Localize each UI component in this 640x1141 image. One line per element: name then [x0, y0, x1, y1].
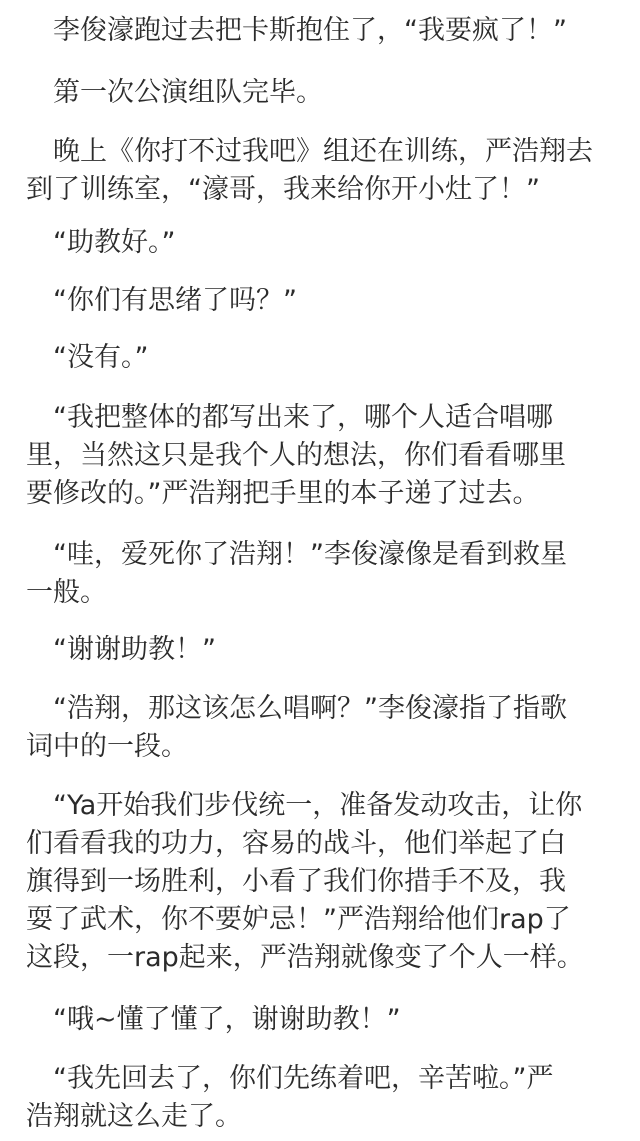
- text-line: 晚上《你打不过我吧》组还在训练，严浩翔去: [26, 136, 593, 167]
- text-line: “你们有思绪了吗？”: [26, 285, 297, 316]
- text-line: “没有。”: [26, 342, 149, 373]
- text-line: “浩翔，那这该怎么唱啊？”李俊濠指了指歌: [26, 693, 567, 724]
- text-line: “我先回去了，你们先练着吧，辛苦啦。”严: [26, 1063, 554, 1094]
- paragraph-1: [26, 12, 616, 50]
- text-line: 耍了武术，你不要妒忌！”严浩翔给他们rap了: [26, 904, 571, 935]
- text-line: “哦~懂了懂了，谢谢助教！”: [26, 1004, 401, 1035]
- paragraph-11: [26, 787, 616, 977]
- paragraph-10: [26, 690, 616, 766]
- paragraph-12: [26, 1001, 616, 1039]
- text-line: “助教好。”: [26, 227, 176, 258]
- paragraph-2: [26, 74, 616, 112]
- paragraph-9: [26, 631, 616, 669]
- paragraph-5: [26, 282, 616, 320]
- text-line: 旗得到一场胜利，小看了我们你措手不及，我: [26, 866, 566, 897]
- text-line: 这段，一rap起来，严浩翔就像变了个人一样。: [26, 942, 584, 973]
- text-line: 一般。: [26, 577, 107, 608]
- text-line: “Ya开始我们步伐统一，准备发动攻击，让你: [26, 790, 583, 821]
- text-line: 词中的一段。: [26, 731, 188, 762]
- paragraph-13: [26, 1060, 616, 1136]
- paragraph-3: [26, 133, 616, 209]
- paragraph-7: [26, 399, 616, 513]
- text-line: 到了训练室，“濠哥，我来给你开小灶了！”: [26, 174, 540, 205]
- text-line: 浩翔就这么走了。: [26, 1101, 242, 1132]
- text-line: “哇，爱死你了浩翔！”李俊濠像是看到救星: [26, 539, 567, 570]
- paragraph-8: [26, 536, 616, 612]
- paragraph-4: [26, 224, 616, 262]
- text-line: “谢谢助教！”: [26, 634, 216, 665]
- text-line: “我把整体的都写出来了，哪个人适合唱哪: [26, 402, 553, 433]
- paragraph-6: [26, 339, 616, 377]
- text-line: 李俊濠跑过去把卡斯抱住了，“我要疯了！”: [26, 15, 567, 46]
- text-line: 里，当然这只是我个人的想法，你们看看哪里: [26, 440, 566, 471]
- text-line: 们看看我的功力，容易的战斗，他们举起了白: [26, 828, 566, 859]
- text-line: 要修改的。”严浩翔把手里的本子递了过去。: [26, 478, 540, 509]
- text-line: 第一次公演组队完毕。: [26, 77, 323, 108]
